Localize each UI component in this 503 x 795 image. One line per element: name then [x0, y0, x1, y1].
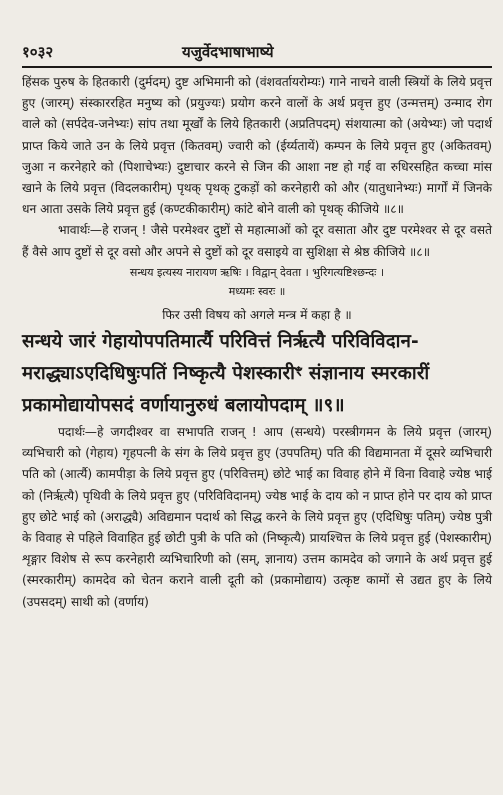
svara-line: मध्यमः स्वरः ॥	[228, 284, 286, 298]
bhavartha-paragraph: भावार्थः—हे राजन् ! जैसे परमेश्वर दुष्टों से महात्माओं को दूर वसाता और दुष्ट परमेश्वर से दूर वसते हैं वैसे आप दुष्टों से दूर वसो और अपने से दुष्टों को दूर वसाइये वा सुशिक्षा से श्रेष्ठ कीजिये ॥८॥	[22, 223, 492, 259]
running-title: यजुर्वेदभाषाभाष्ये	[182, 43, 274, 61]
page-body	[22, 72, 492, 613]
padartha-paragraph: पदार्थः—हे जगदीश्वर वा सभापति राजन् ! आप (सन्धये) परस्त्रीगमन के लिये प्रवृत्त (जारम्) व्यभिचारी को (गेहाय) गृहपत्नी के संग के लिये प्रवृत्त हुए (उपपतिम्) पति की विद्यमानता में दूसरे व्यभिचारी पति को (आर्त्यै) कामपीड़ा के लिये प्रवृत्त हुए (परिवित्तम्) छोटे भाई का विवाह होने में विना विवाहे ज्येष्ठ भाई को (निर्ऋत्यै) पृथिवी के लिये प्रवृत्त हुए (परिविविदानम्) ज्येष्ठ भाई के दाय को न प्राप्त होने पर दाय को प्राप्त हुए छोटे भाई को (अराद्ध्यै) अविद्यमान पदार्थ को सिद्ध करने के लिये प्रवृत्त हुए (एदिधिषुः पतिम्) ज्येष्ठ पुत्री के विवाह से पहिले विवाहित हुई छोटी पुत्री के पति को (निष्कृत्यै) प्रायश्चित्त के लिये प्रवृत्त हुई (पेशस्कारीम्) शृङ्गार विशेष से रूप करनेहारी व्यभिचारिणी को (सम्, ज्ञानाय) उत्तम कामदेव को जगाने के अर्थ प्रवृत्त हुई (स्मरकारीम्) कामदेव को चेतन कराने वाली दूती को (प्रकामोद्याय) उत्कृष्ट कामों से उद्यत हुए के लिये (उपसदम्) साथी को (वर्णाय)	[22, 425, 492, 609]
page-number: १०३२	[22, 43, 54, 61]
mantra-line: मराद्ध्याऽएदिधिषुःपतिं निष्कृत्यै पेशस्कारीꣳ संज्ञानाय स्मरकारीं	[22, 363, 430, 385]
commentary-paragraph: हिंसक पुरुष के हितकारी (दुर्मदम्) दुष्ट अभिमानी को (वंशवर्तायरोम्यः) गाने नाचने वाली स्त्रियों के लिये प्रवृत्त हुए (जारम्) संस्काररहित मनुष्य को (प्रयुज्यः) प्रयोग करने वालों के अर्थ प्रवृत्त हुए (उन्मत्तम्) उन्माद रोग वाले को (सर्पदेव-जनेभ्यः) सांप तथा मूर्खों के लिये हितकारी (अप्रतिपदम्) संशयात्मा को (अयेभ्यः) जो पदार्थ प्राप्त किये जाते उन के लिये प्रवृत्त (कितवम्) ज्वारी को (ईर्य्यतायें) कम्पन के लिये प्रवृत्त हुए (अकितवम्) जुआ न करनेहारे को (पिशाचेभ्यः) दुष्टाचार करने से जिन की आशा नष्ट हो गई वा रुधिरसहित कच्चा मांस खाने के लिये प्रवृत्त (विदलकारीम्) पृथक् पृथक् टुकड़ों को करनेहारी को और (यातुधानेभ्यः) मार्गों में जिनके धन आता उसके लिये प्रवृत्त हुई (कण्टकीकारीम्) कांटे बोने वाली को पृथक् कीजिये ॥८॥	[22, 75, 492, 217]
page-header	[22, 40, 492, 64]
mantra-line: सन्धये जारं गेहायोपपतिमार्त्यै परिवित्तं निर्ऋत्यै परिविविदान-	[22, 331, 419, 353]
mantra-line: प्रकामोद्यायोपसदं वर्णायानुरुधं बलायोपदाम् ॥९॥	[22, 395, 345, 417]
header-rule	[22, 66, 492, 68]
rishi-devata-line: सन्धय इत्यस्य नारायण ऋषिः । विद्वान् देवता । भुरिगत्यष्टिश्छन्दः ।	[129, 265, 385, 279]
mantra-intro: फिर उसी विषय को अगले मन्त्र में कहा है ॥	[162, 307, 352, 322]
